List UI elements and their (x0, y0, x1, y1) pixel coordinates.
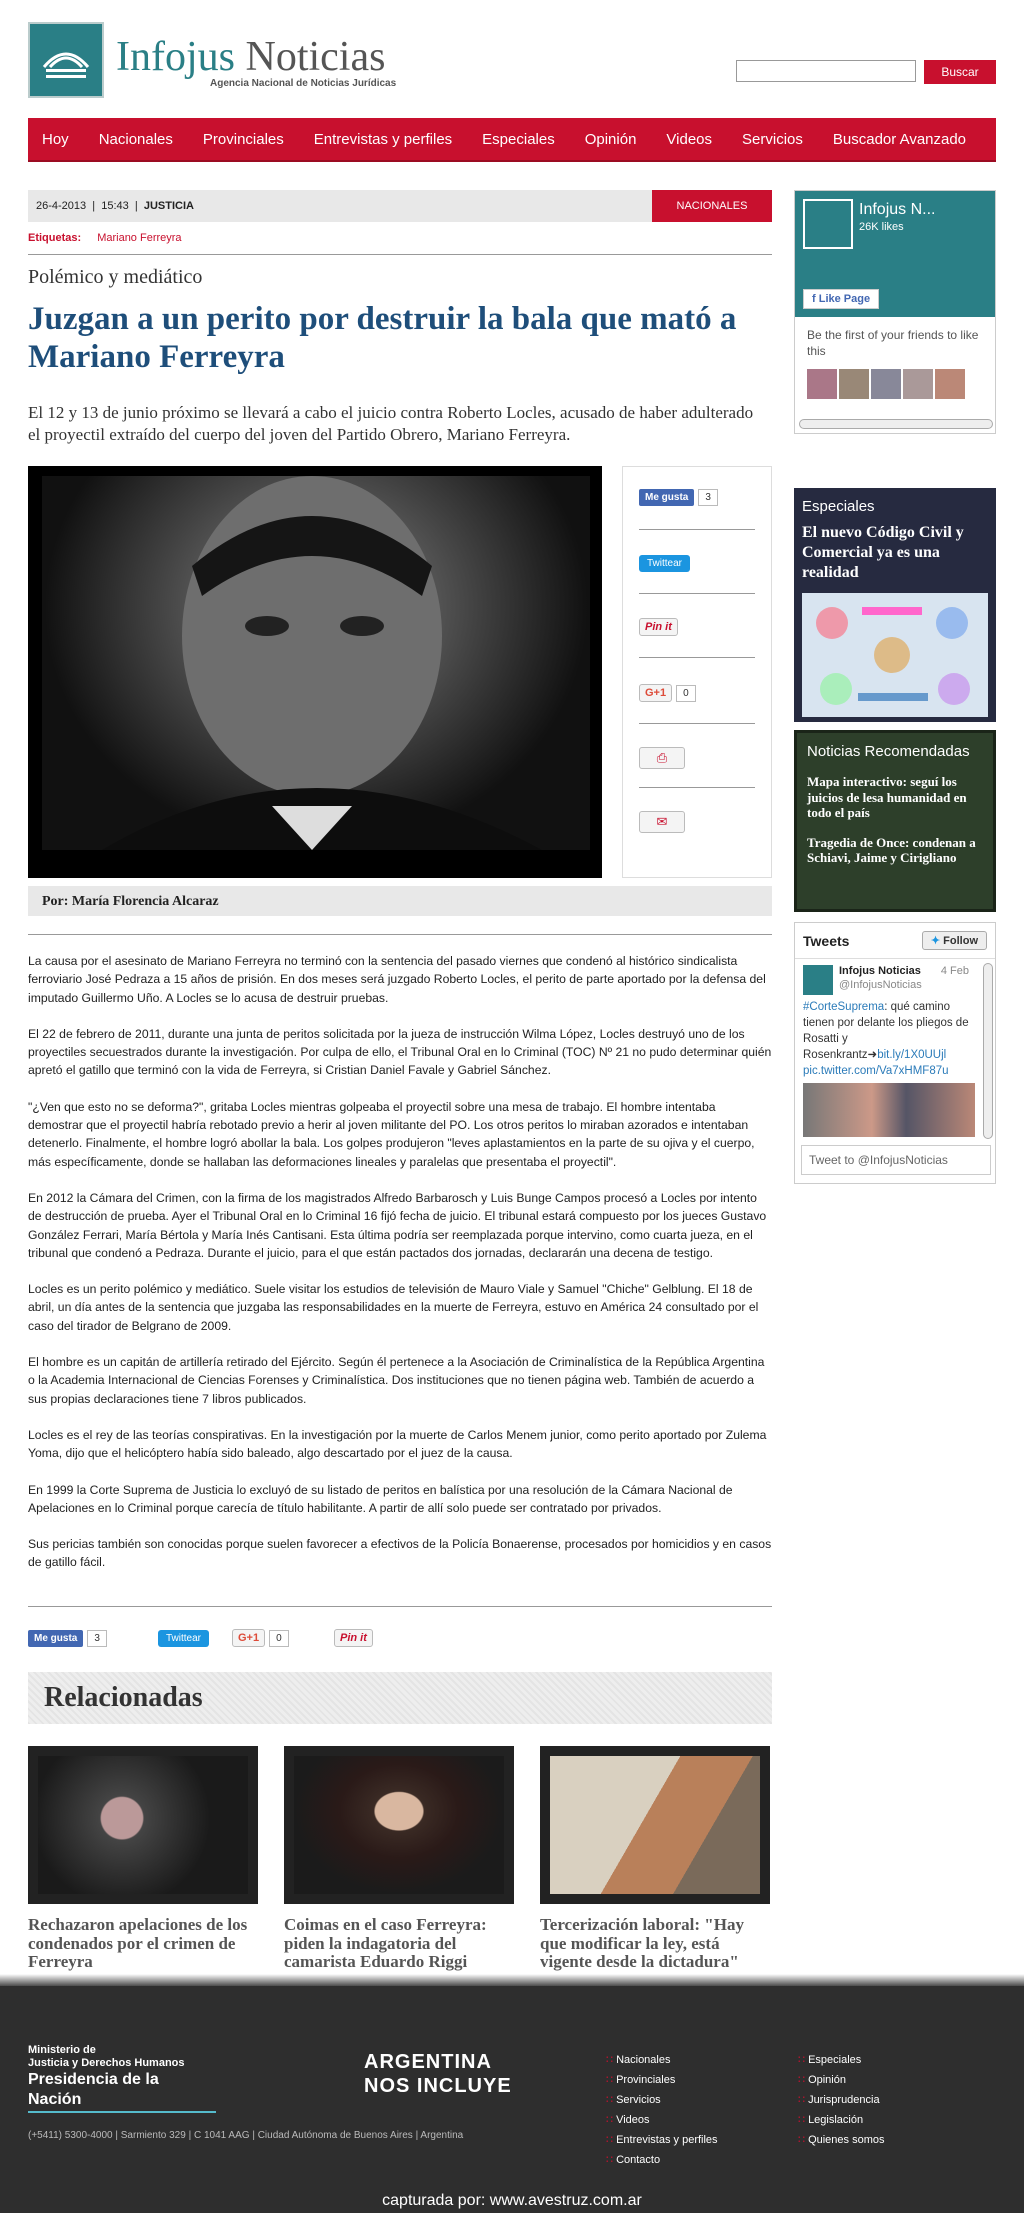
nav-item-entrevistas[interactable]: Entrevistas y perfiles (313, 130, 453, 148)
search-button[interactable]: Buscar (924, 60, 996, 84)
fb-page-likes: 26K likes (859, 221, 904, 233)
fb-page-avatar-icon[interactable] (803, 199, 853, 249)
tweet-pic-link[interactable]: pic.twitter.com/Va7xHMF87u (803, 1065, 949, 1078)
footer-link[interactable]: ∷ Jurisprudencia (798, 2090, 885, 2110)
nav-item-provinciales[interactable]: Provinciales (202, 130, 284, 148)
email-icon[interactable]: ✉ (639, 811, 685, 833)
article-paragraph: "¿Ven que esto no se deforma?", gritaba Locles mientras golpeaba el proyectil sobre una mesa de trabajo. El hombre intentaba demostrar que el proyectil habría rebotado previo a herir al joven militante del PO. Los otros peritos lo miraban azorados e intentaban detenerlo. Finalmente, el hombre logró abollar la bala. Los golpes produjeron "leves aplastamientos en la parte de su ojiva y el cuerpo, más específicamente, donde se hallaban las deformaciones lineales y paralelas que presentaba el proyectil". (28, 1099, 755, 1169)
tweet-handle[interactable]: @InfojusNoticias (839, 979, 922, 991)
fb-friends-text: Be the first of your friends to like this (807, 328, 979, 359)
capture-credit: capturada por: www.avestruz.com.ar (382, 2192, 642, 2209)
especiales-heading: Especiales (802, 498, 875, 515)
footer-link[interactable]: ∷ Videos (606, 2110, 718, 2130)
argentina-line-2: NOS INCLUYE (364, 2075, 512, 2097)
nav-item-especiales[interactable]: Especiales (482, 130, 555, 148)
fb-like-widget (639, 487, 718, 506)
footer-links-col-2 (798, 2050, 885, 2150)
related-image[interactable] (540, 1746, 770, 1904)
recommended-heading: Noticias Recomendadas (807, 743, 970, 760)
fb-like-count: 3 (698, 489, 718, 506)
divider (28, 934, 772, 935)
share-column (622, 466, 772, 878)
fb-like-page-button[interactable] (803, 289, 879, 309)
twitter-bird-icon: ✦ (930, 935, 941, 947)
nav-item-opinion[interactable]: Opinión (584, 130, 637, 148)
related-title[interactable]: Tercerización laboral: "Hay que modificar la ley, está vigente desde la dictadura" (540, 1915, 744, 1972)
tweets-heading: Tweets (795, 923, 995, 959)
argentina-line-1: ARGENTINA (364, 2051, 492, 2073)
site-logo-text[interactable] (116, 36, 385, 78)
related-title[interactable]: Coimas en el caso Ferreyra: piden la indagatoria del camarista Eduardo Riggi (284, 1915, 487, 1972)
fb-like-button[interactable]: Me gusta (28, 1630, 83, 1647)
twitter-widget (794, 922, 996, 1184)
article-paragraph: El hombre es un capitán de artillería retirado del Ejército. Según él pertenece a la Asociación de Criminalística de la República Argentina o la Academia Internacional de Ciencias Forenses y Criminalística. Dos instituciones que no tienen página web. También de acuerdo a sus propias declaraciones tiene 7 libros publicados. (28, 1355, 765, 1406)
footer-link[interactable]: ∷ Opinión (798, 2070, 885, 2090)
article-photo (28, 466, 602, 878)
especiales-title[interactable]: El nuevo Código Civil y Comercial ya es una realidad (802, 524, 964, 581)
article-paragraph: El 22 de febrero de 2011, durante una junta de peritos solicitada por la jueza de instrucción Wilma López, Locles destruyó uno de los proyectiles secuestrados durante la investigación. Por culpa de ello, el Tribunal Oral en lo Criminal (TOC) Nº 21 no pudo determinar quién apretó el gatillo que terminó con la vida de Ferreyra, si Cristian Daniel Favale y Gabriel Sánchez. (28, 1026, 772, 1078)
nav-item-hoy[interactable]: Hoy (42, 130, 69, 148)
article-time: 15:43 (101, 200, 129, 212)
recommended-item[interactable]: Tragedia de Once: condenan a Schiavi, Jaime y Cirigliano (807, 834, 976, 866)
article-kicker: Polémico y mediático (28, 266, 203, 288)
footer-link[interactable]: ∷ Especiales (798, 2050, 885, 2070)
tweet-author[interactable]: Infojus Noticias (839, 965, 921, 977)
divider (639, 787, 755, 788)
tags-label: Etiquetas: (28, 232, 82, 244)
portrait-image (42, 476, 590, 850)
facebook-page-widget (794, 190, 996, 434)
tweet-body: : qué camino tienen por delante los pliegos de Rosatti y Rosenkrantz➜ (803, 1001, 969, 1062)
nav-item-servicios[interactable]: Servicios (742, 130, 803, 148)
pinit-button[interactable]: Pin it (334, 1629, 373, 1647)
article-category[interactable]: JUSTICIA (143, 200, 194, 212)
argentina-logo (364, 2050, 512, 2098)
article-paragraph: En 2012 la Cámara del Crimen, con la firma de los magistrados Alfredo Barbarosch y Luis Bunge Campos procesó a Locles por intento de destrucción de prueba. Ayer el Tribunal Oral en lo Criminal 16 fijó fecha de juicio. El tribunal estará compuesto por los jueces Gustavo González Ferrari, María Bértola y María Inés Cantisani. Esta última podría ser reemplazada porque intervino, como cuarta jueza, en el tribunal que condenó a Pedraza. Durante el juicio, para el que están pactados dos jornadas, declararán una decena de testigo. (28, 1190, 767, 1260)
print-icon[interactable]: ⎙ (639, 747, 685, 769)
fb-like-page-label: Like Page (818, 293, 871, 305)
footer-address: (+5411) 5300-4000 | Sarmiento 329 | C 1041 AAG | Ciudad Autónoma de Buenos Aires | Argentina (28, 2130, 464, 2141)
avatar[interactable] (871, 369, 901, 399)
article-meta-bar: 26-4-2013 | 15:43 | JUSTICIA (28, 190, 772, 222)
footer-link[interactable]: ∷ Provinciales (606, 2070, 718, 2090)
tags-row (28, 232, 182, 244)
tweet-to-input[interactable]: Tweet to @InfojusNoticias (801, 1145, 991, 1175)
footer-link[interactable]: ∷ Entrevistas y perfiles (606, 2130, 718, 2150)
logo-subtitle: Agencia Nacional de Noticias Jurídicas (210, 78, 397, 89)
gplus-count: 0 (269, 1630, 289, 1647)
article-paragraph: Locles es el rey de las teorías conspirativas. En la investigación por la muerte de Carlos Menem junior, como perito aportado por Zulema Yoma, dijo que el helicóptero había sido baleado, algo descartado por el juez de la causa. (28, 1427, 767, 1461)
section-badge[interactable]: NACIONALES (652, 190, 772, 222)
ministry-line-1: Ministerio de (28, 2044, 96, 2056)
footer-links-col-1 (606, 2050, 718, 2170)
avatar[interactable] (839, 369, 869, 399)
divider (639, 593, 755, 594)
article-title: Juzgan a un perito por destruir la bala que mató a Mariano Ferreyra (28, 301, 737, 376)
tweet-button[interactable]: Twittear (639, 555, 690, 572)
tag-link[interactable]: Mariano Ferreyra (97, 232, 182, 244)
horizontal-scrollbar[interactable] (799, 419, 993, 429)
site-header (28, 22, 996, 102)
ministry-line-2: Justicia y Derechos Humanos (28, 2057, 185, 2070)
footer-link[interactable]: ∷ Nacionales (606, 2050, 718, 2070)
fb-cover (795, 191, 995, 317)
follow-label: Follow (943, 935, 978, 947)
fb-friend-faces (795, 369, 995, 399)
divider (28, 254, 772, 255)
vertical-scrollbar[interactable] (983, 963, 993, 1139)
article-date: 26-4-2013 (36, 200, 87, 212)
fb-like-button[interactable]: Me gusta (639, 489, 694, 506)
divider (28, 1606, 772, 1607)
gplus-button[interactable]: G+1 (232, 1629, 265, 1647)
search-input[interactable] (736, 60, 916, 82)
related-card[interactable] (284, 1746, 514, 1972)
logo-secondary: Noticias (245, 34, 386, 80)
related-image[interactable] (284, 1746, 514, 1904)
presidency-label: Presidencia de la Nación (28, 2070, 216, 2112)
tweet-photo[interactable] (803, 1083, 975, 1137)
footer-link[interactable]: ∷ Contacto (606, 2150, 718, 2170)
article-paragraph: En 1999 la Corte Suprema de Justicia lo excluyó de su listado de peritos en balística por una resolución de la Cámara Nacional de Apelaciones en lo Criminal porque carecía de título habilitante. A partir de allí solo puede ser contratado por privados. (28, 1482, 733, 1515)
tweet-date[interactable]: 4 Feb (940, 965, 969, 977)
fb-icon: f (812, 293, 816, 305)
fb-page-name[interactable]: Infojus N... (859, 201, 936, 218)
related-card[interactable] (28, 1746, 258, 1972)
tweet-link[interactable]: bit.ly/1X0UUjl (877, 1049, 947, 1062)
fb-like-count: 3 (87, 1630, 107, 1647)
tweet-hashtag[interactable]: #CorteSuprema (803, 1001, 885, 1013)
article-paragraph: Sus pericias también son conocidas porque suelen favorecer a efectivos de la Policía Bonaerense, procesados por homicidios y en casos de gatillo fácil. (28, 1537, 772, 1570)
nav-item-buscador[interactable]: Buscador Avanzado (832, 130, 967, 148)
ministry-logo[interactable] (28, 2044, 216, 2113)
bottom-share-bar (28, 1628, 772, 1652)
follow-button[interactable] (922, 931, 987, 950)
pinit-button[interactable]: Pin it (639, 618, 678, 636)
tweet-button[interactable]: Twittear (158, 1630, 209, 1647)
avatar[interactable] (803, 965, 833, 995)
footer-link[interactable]: ∷ Servicios (606, 2090, 718, 2110)
article-body (28, 952, 772, 1590)
related-image[interactable] (28, 1746, 258, 1904)
recommended-item[interactable]: Mapa interactivo: seguí los juicios de lesa humanidad en todo el país (807, 774, 967, 821)
avatar[interactable] (903, 369, 933, 399)
nav-item-nacionales[interactable]: Nacionales (98, 130, 173, 148)
avatar[interactable] (935, 369, 965, 399)
especiales-image[interactable] (802, 593, 988, 717)
tweet-text (803, 999, 975, 1079)
article-lead: El 12 y 13 de junio próximo se llevará a cabo el juicio contra Roberto Locles, acusado de haber adulterado el proyectil extraído del cuerpo del joven del Partido Obrero, Mariano Ferreyra. (28, 403, 754, 445)
divider (639, 657, 755, 658)
related-title[interactable]: Rechazaron apelaciones de los condenados por el crimen de Ferreyra (28, 1915, 248, 1972)
article-author: Por: María Florencia Alcaraz (28, 886, 772, 916)
divider (639, 723, 755, 724)
main-nav (28, 118, 996, 162)
gplus-button[interactable]: G+1 (639, 684, 672, 702)
recommended-box (794, 730, 996, 912)
related-heading: Relacionadas (28, 1672, 772, 1724)
avatar[interactable] (807, 369, 837, 399)
divider (639, 529, 755, 530)
related-card[interactable] (540, 1746, 770, 1972)
logo-icon[interactable] (28, 22, 104, 98)
footer-link[interactable]: ∷ Quienes somos (798, 2130, 885, 2150)
article-paragraph: Locles es un perito polémico y mediático. Suele visitar los estudios de televisión de Mauro Viale y Samuel "Chiche" Gelblung. El 18 de abril, un día antes de la sentencia que juzgaba las responsabilidades en la muerte de Ferreyra, estuvo en América 24 consultado por el caso del tirador de Belgrano de 2009. (28, 1282, 759, 1333)
nav-item-videos[interactable]: Videos (666, 130, 713, 148)
footer-link[interactable]: ∷ Legislación (798, 2110, 885, 2130)
especiales-box (794, 488, 996, 722)
gplus-count: 0 (676, 685, 696, 702)
logo-primary: Infojus (116, 34, 235, 80)
article-paragraph: La causa por el asesinato de Mariano Ferreyra no terminó con la sentencia del pasado viernes que condenó al histórico sindicalista ferroviario José Pedraza a 15 años de prisión. En dos meses será juzgado Roberto Locles, el perito de parte aportado por la defensa del imputado Guillermo Uño. A Locles se lo acusa de destruir pruebas. (28, 954, 766, 1005)
